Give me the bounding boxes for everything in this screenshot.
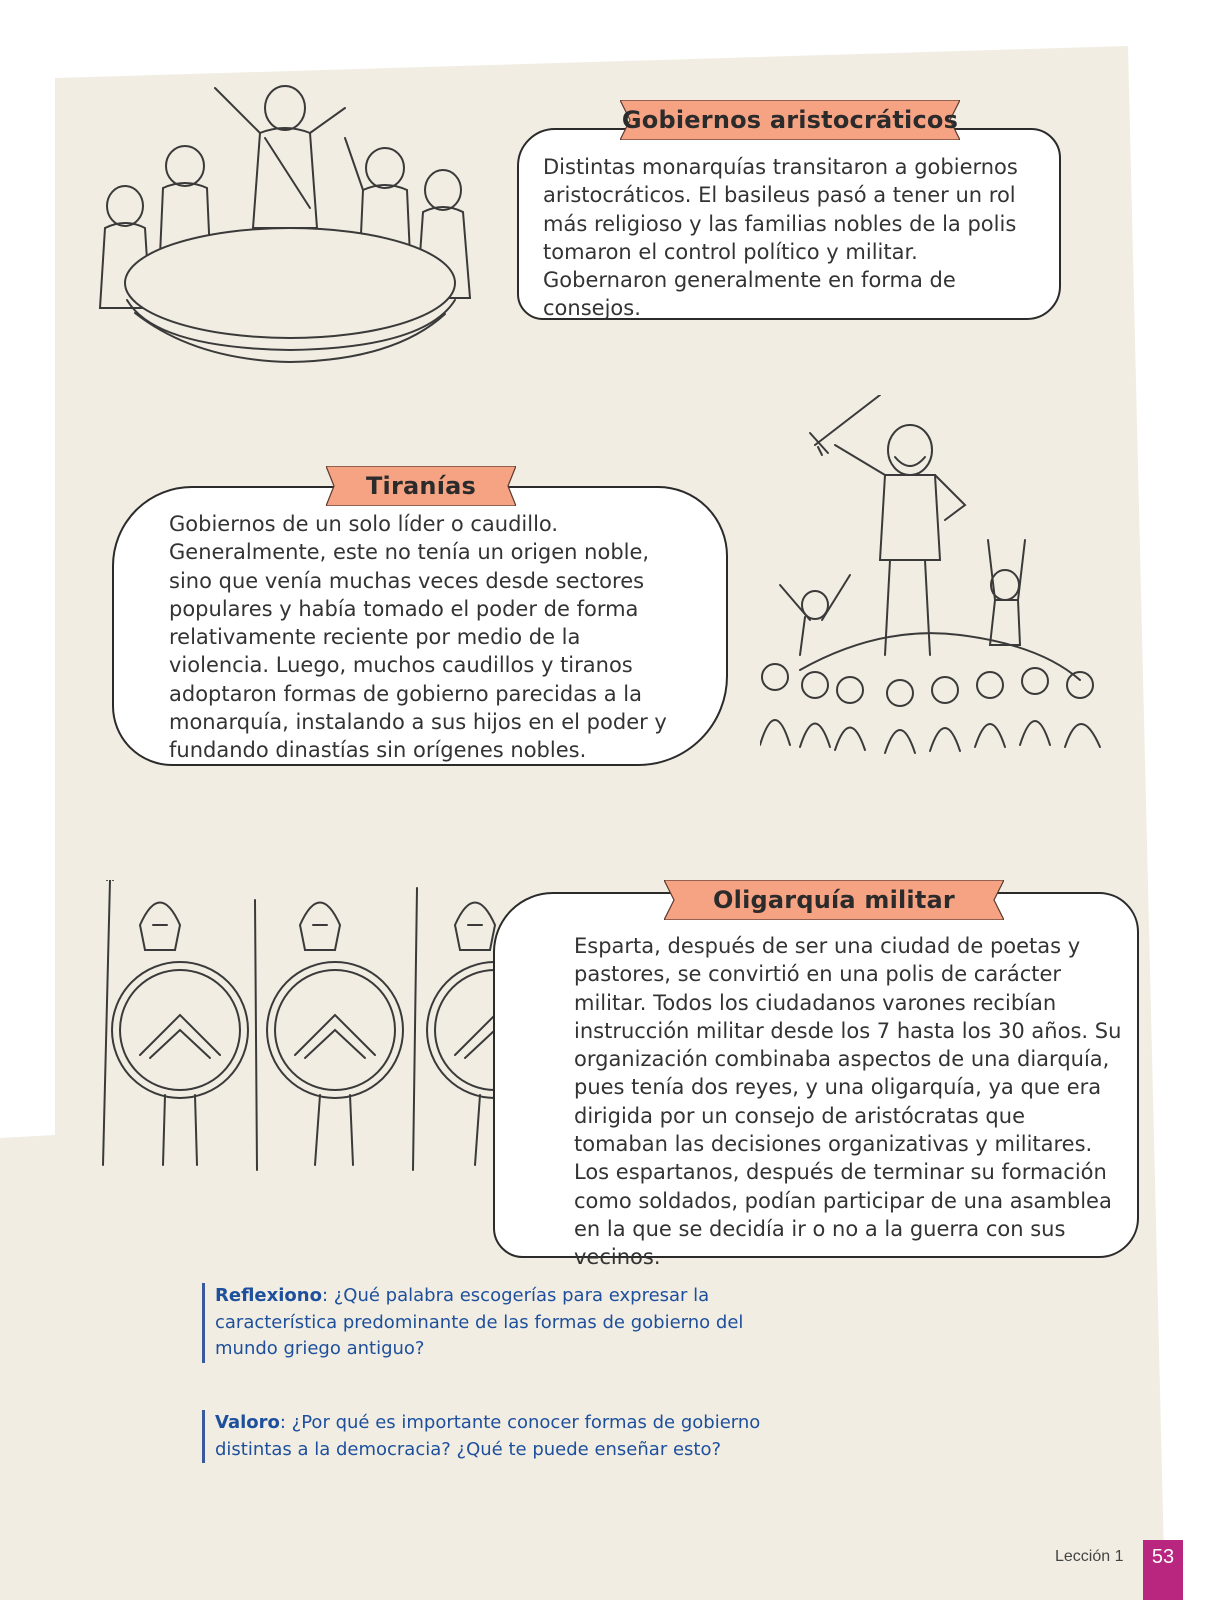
title-tiranias <box>326 466 516 506</box>
reflexiono-text: : ¿Qué palabra escogerías para expresar la característica predominante de las formas de gobierno del mundo griego antiguo? <box>215 1285 744 1360</box>
title-aristocraticos <box>620 100 960 140</box>
valoro-label: Valoro <box>215 1412 280 1433</box>
tiranias-text: Gobiernos de un solo líder o caudillo. Generalmente, este no tenía un origen noble, sino que venía muchas veces desde sectores populares y había tomado el poder de forma relativamente reciente por medio de la violencia. Luego, muchos caudillos y tiranos adoptaron formas de gobierno parecidas a la monarquía, instalando a sus hijos en el poder y fundando dinastías sin orígenes nobles. <box>169 512 667 763</box>
title-oligarquia <box>664 880 1004 920</box>
page-number: 53 <box>1143 1540 1183 1600</box>
callout-tiranias <box>112 486 732 771</box>
council-illustration <box>95 78 485 368</box>
oligarquia-text: Esparta, después de ser una ciudad de poetas y pastores, se convirtió en una polis de carácter militar. Todos los ciudadanos varones recibían instrucción militar desde los 7 hasta los 30 años. Su organización combinaba aspectos de una diarquía, pues tenía dos reyes, y una oligarquía, ya que era dirigida por un consejo de aristócratas que tomaban las decisiones organizativas y militares. Los espartanos, después de terminar su formación como soldados, podían participar de una asamblea en la que se decidía ir o no a la guerra con sus vecinos. <box>574 934 1122 1270</box>
aristocraticos-text: Distintas monarquías transitaron a gobiernos aristocráticos. El basileus pasó a tener un rol más religioso y las familias nobles de la polis tomaron el control político y militar. Gobernaron generalmente en forma de consejos. <box>543 155 1018 321</box>
title-tiranias-text: Tiranías <box>365 472 477 500</box>
question-valoro <box>202 1410 765 1463</box>
question-reflexiono <box>202 1283 745 1363</box>
tyrant-illustration <box>760 395 1120 775</box>
lesson-label: Lección 1 <box>1055 1548 1124 1565</box>
callout-aristocraticos <box>517 128 1062 323</box>
valoro-text: : ¿Por qué es importante conocer formas de gobierno distintas a la democracia? ¿Qué te puede enseñar esto? <box>215 1412 761 1460</box>
reflexiono-label: Reflexiono <box>215 1285 322 1306</box>
title-aristocraticos-text: Gobiernos aristocráticos <box>621 106 959 134</box>
title-oligarquia-text: Oligarquía militar <box>713 886 955 914</box>
callout-oligarquia <box>493 892 1143 1270</box>
